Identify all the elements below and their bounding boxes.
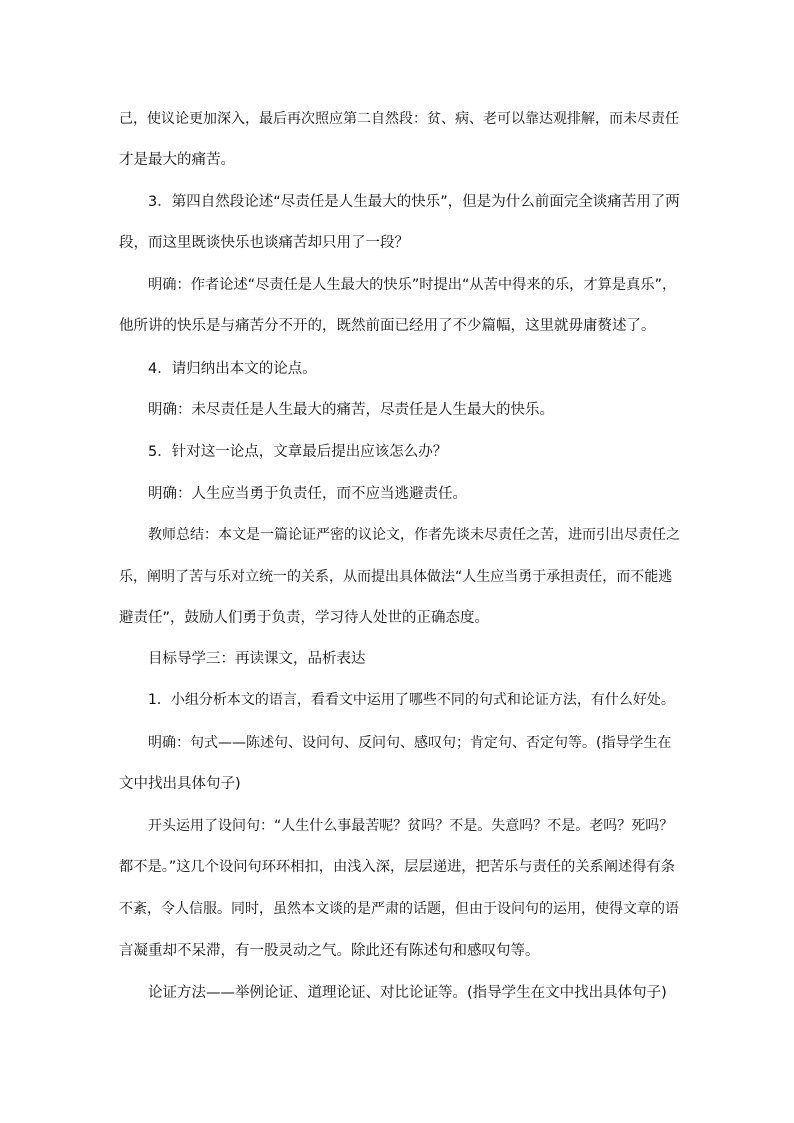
text-line: 3．第四自然段论述“尽责任是人生最大的快乐”，但是为什么前面完全谈痛苦用了两 [148, 194, 680, 210]
text-line: 乐，阐明了苦与乐对立统一的关系，从而提出具体做法“人生应当勇于承担责任，而不能逃 [119, 569, 673, 585]
text-line: 论证方法——举例论证、道理论证、对比论证等。(指导学生在文中找出具体句子) [148, 985, 667, 1001]
text-line: 明确：句式——陈述句、设问句、反问句、感叹句；肯定句、否定句等。(指导学生在 [148, 735, 672, 751]
text-line: 1．小组分析本文的语言，看看文中运用了哪些不同的句式和论证方法，有什么好处。 [148, 692, 675, 708]
text-line: 5．针对这一论点，文章最后提出应该怎么办？ [148, 444, 448, 460]
text-line: 4．请归纳出本文的论点。 [148, 361, 317, 377]
text-line: 他所讲的快乐是与痛苦分不开的，既然前面已经用了不少篇幅，这里就毋庸赘述了。 [119, 318, 656, 334]
text-line: 明确：作者论述“尽责任是人生最大的快乐”时提出“从苦中得来的乐，才算是真乐”， [148, 277, 677, 293]
text-line: 文中找出具体句子) [119, 776, 241, 792]
text-line: 明确：未尽责任是人生最大的痛苦，尽责任是人生最大的快乐。 [148, 402, 554, 418]
text-line: 教师总结：本文是一篇论证严密的议论文，作者先谈未尽责任之苦，进而引出尽责任之 [148, 527, 680, 543]
text-line: 才是最大的痛苦。 [119, 152, 235, 168]
text-line: 都不是。”这几个设问句环环相扣，由浅入深，层层递进，把苦乐与责任的关系阐述得有条 [119, 859, 676, 875]
text-line: 避责任”，鼓励人们勇于负责，学习待人处世的正确态度。 [119, 610, 490, 626]
text-line: 己，使议论更加深入，最后再次照应第二自然段：贫、病、老可以靠达观排解，而未尽责任 [119, 111, 679, 127]
text-line: 段，而这里既谈快乐也谈痛苦却只用了一段？ [119, 235, 409, 251]
text-line: 明确：人生应当勇于负责任，而不应当逃避责任。 [148, 486, 467, 502]
text-line: 不紊，令人信服。同时，虽然本文谈的是严肃的话题，但由于设问句的运用，使得文章的语 [119, 901, 679, 917]
text-line: 开头运用了设问句：“人生什么事最苦呢？贫吗？不是。失意吗？不是。老吗？死吗？ [148, 818, 674, 834]
text-line: 言凝重却不呆滞，有一股灵动之气。除此还有陈述句和感叹句等。 [119, 943, 540, 959]
text-line: 目标导学三：再读课文，品析表达 [148, 651, 366, 667]
